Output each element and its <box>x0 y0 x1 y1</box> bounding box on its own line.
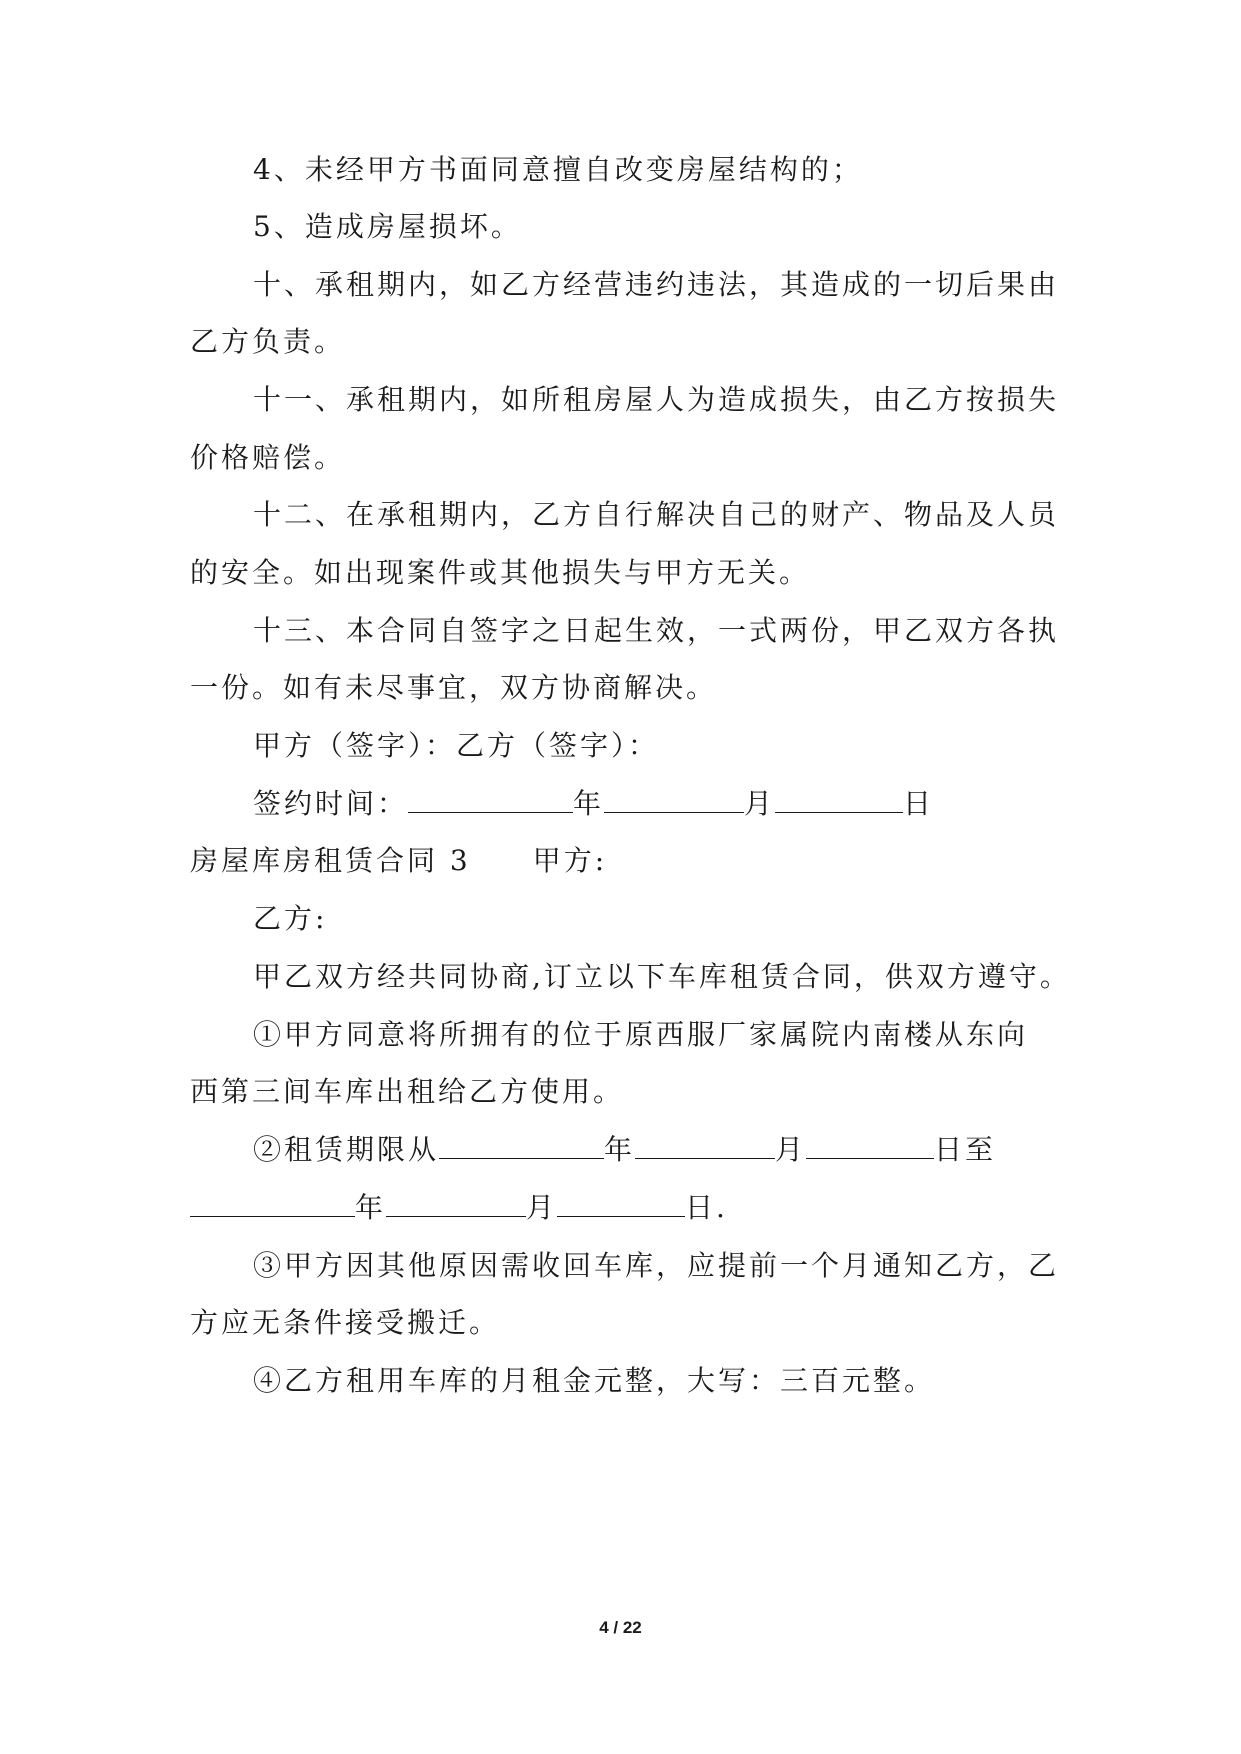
contract-intro: 甲乙双方经共同协商,订立以下车库租赁合同，供双方遵守。 <box>253 960 1071 993</box>
article-13-line-1: 十三、本合同自签字之日起生效，一式两份，甲乙双方各执 <box>253 614 1060 647</box>
signing-date-line <box>253 784 934 824</box>
clause-5: 5、造成房屋损坏。 <box>253 210 522 243</box>
start-month-blank <box>635 1132 775 1159</box>
term-1-line-2: 西第三间车库出租给乙方使用。 <box>190 1075 625 1108</box>
article-12-line-1: 十二、在承租期内，乙方自行解决自己的财产、物品及人员 <box>253 498 1060 531</box>
term-3-line-1: ③甲方因其他原因需收回车库，应提前一个月通知乙方，乙 <box>253 1249 1060 1282</box>
contract-3-title: 房屋库房租赁合同 3 <box>190 844 471 877</box>
month-blank <box>604 786 744 813</box>
end-year-unit: 年 <box>355 1191 387 1224</box>
month-unit: 月 <box>744 787 776 820</box>
start-day-to: 日至 <box>934 1133 997 1166</box>
term-3-line-2: 方应无条件接受搬迁。 <box>190 1306 501 1339</box>
term-1-line-1: ①甲方同意将所拥有的位于原西服厂家属院内南楼从东向 <box>253 1018 1029 1051</box>
year-unit: 年 <box>573 787 605 820</box>
day-unit: 日 <box>903 787 935 820</box>
article-11-line-1: 十一、承租期内，如所租房屋人为造成损失，由乙方按损失 <box>253 383 1060 416</box>
term-2-line-2 <box>190 1188 728 1228</box>
year-blank <box>408 786 573 813</box>
lease-period-label: ②租赁期限从 <box>253 1133 440 1166</box>
clause-4: 4、未经甲方书面同意擅自改变房屋结构的； <box>253 153 863 186</box>
page-number: 4 / 22 <box>599 1618 642 1637</box>
signature-line: 甲方（签字）：乙方（签字）： <box>253 729 660 762</box>
party-b-label: 乙方: <box>253 902 328 935</box>
term-2-line-1 <box>253 1130 996 1170</box>
party-a-label: 甲方: <box>532 844 608 877</box>
end-year-blank <box>190 1190 355 1217</box>
article-11-line-2: 价格赔偿。 <box>190 441 346 474</box>
article-13-line-2: 一份。如有未尽事宜，双方协商解决。 <box>190 671 718 704</box>
article-10-line-1: 十、承租期内，如乙方经营违约违法，其造成的一切后果由 <box>253 268 1060 301</box>
article-12-line-2: 的安全。如出现案件或其他损失与甲方无关。 <box>190 556 811 589</box>
signing-date-label: 签约时间： <box>253 787 409 820</box>
end-day-blank <box>557 1190 685 1217</box>
start-month-unit: 月 <box>775 1133 807 1166</box>
term-4-line-1: ④乙方租用车库的月租金元整，大写：三百元整。 <box>253 1364 936 1397</box>
start-year-unit: 年 <box>604 1133 636 1166</box>
article-10-line-2: 乙方负责。 <box>190 325 346 358</box>
end-day-unit: 日. <box>685 1191 728 1224</box>
start-day-blank <box>806 1132 934 1159</box>
end-month-blank <box>386 1190 526 1217</box>
end-month-unit: 月 <box>526 1191 558 1224</box>
contract-3-heading <box>190 841 607 881</box>
start-year-blank <box>439 1132 604 1159</box>
day-blank <box>775 786 903 813</box>
